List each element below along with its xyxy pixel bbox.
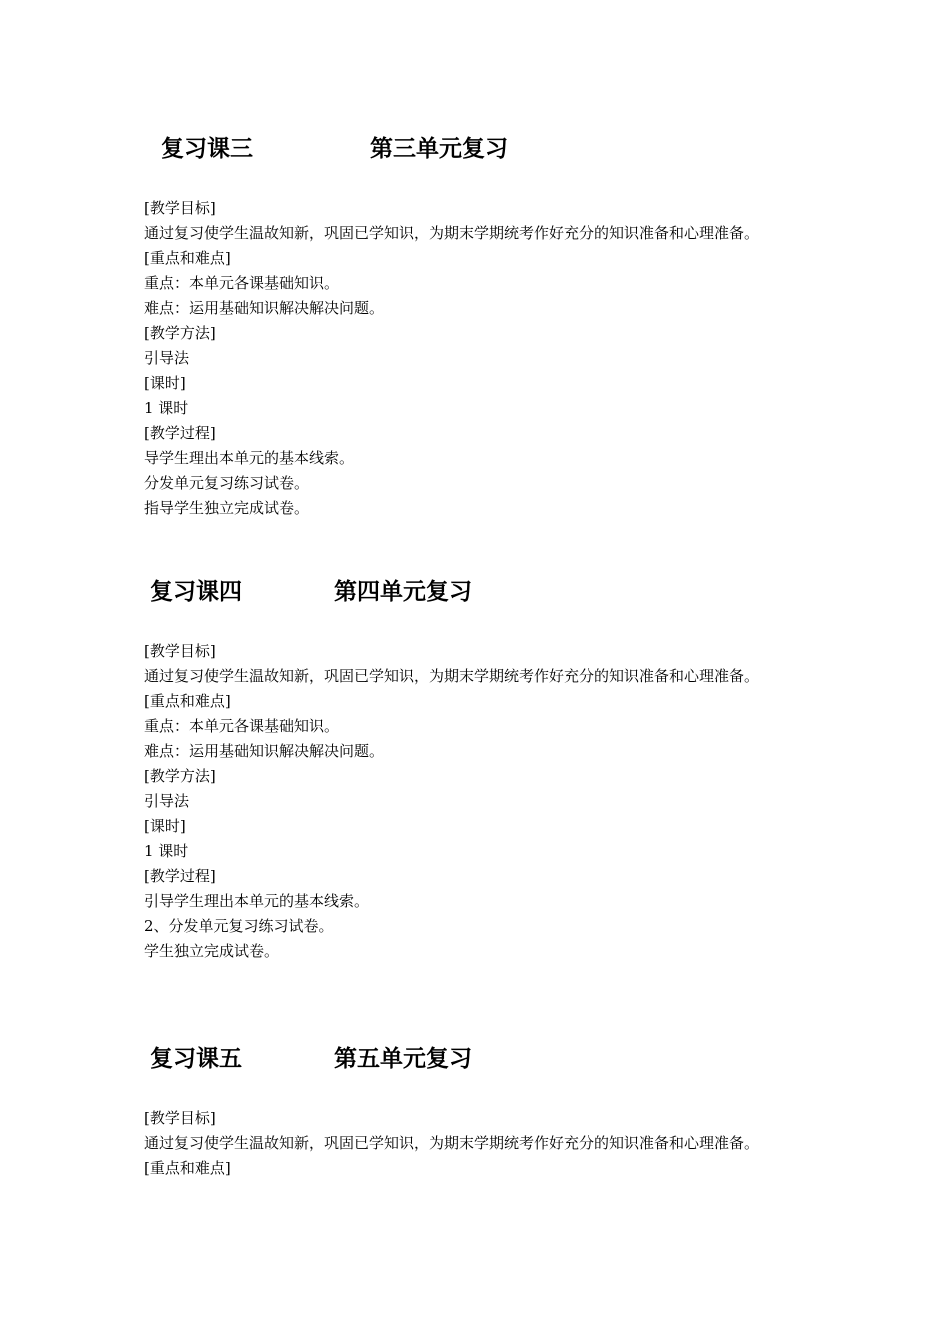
process-step-2: 分发单元复习练习试卷。 bbox=[144, 474, 310, 492]
heading-key-points: [重点和难点] bbox=[144, 1159, 231, 1177]
section-5-title bbox=[150, 1044, 472, 1074]
difficulty-text: 难点：运用基础知识解决解决问题。 bbox=[144, 742, 385, 760]
section-3-title bbox=[161, 134, 508, 164]
method-text: 引导法 bbox=[144, 792, 190, 810]
section-5-unit: 第五单元复习 bbox=[334, 1046, 472, 1072]
process-step-3: 学生独立完成试卷。 bbox=[144, 942, 280, 960]
periods-text: 1 课时 bbox=[144, 842, 189, 860]
method-text: 引导法 bbox=[144, 349, 190, 367]
heading-objectives: [教学目标] bbox=[144, 1109, 216, 1127]
periods-text: 1 课时 bbox=[144, 399, 189, 417]
heading-periods: [课时] bbox=[144, 374, 186, 392]
process-step-1: 引导学生理出本单元的基本线索。 bbox=[144, 892, 370, 910]
heading-process: [教学过程] bbox=[144, 424, 216, 442]
section-4-lesson: 复习课四 bbox=[150, 579, 242, 605]
heading-process: [教学过程] bbox=[144, 867, 216, 885]
key-point-text: 重点：本单元各课基础知识。 bbox=[144, 274, 340, 292]
section-4-unit: 第四单元复习 bbox=[334, 579, 472, 605]
objectives-text: 通过复习使学生温故知新，巩固已学知识，为期末学期统考作好充分的知识准备和心理准备。 bbox=[144, 224, 760, 242]
heading-method: [教学方法] bbox=[144, 324, 216, 342]
heading-objectives: [教学目标] bbox=[144, 199, 216, 217]
section-5-lesson: 复习课五 bbox=[150, 1046, 242, 1072]
section-5-body bbox=[144, 1106, 814, 1181]
heading-objectives: [教学目标] bbox=[144, 642, 216, 660]
objectives-text: 通过复习使学生温故知新，巩固已学知识，为期末学期统考作好充分的知识准备和心理准备。 bbox=[144, 1134, 760, 1152]
section-3-body bbox=[144, 196, 814, 521]
key-point-text: 重点：本单元各课基础知识。 bbox=[144, 717, 340, 735]
objectives-text: 通过复习使学生温故知新，巩固已学知识，为期末学期统考作好充分的知识准备和心理准备。 bbox=[144, 667, 760, 685]
section-3-lesson: 复习课三 bbox=[161, 136, 253, 162]
difficulty-text: 难点：运用基础知识解决解决问题。 bbox=[144, 299, 385, 317]
heading-method: [教学方法] bbox=[144, 767, 216, 785]
process-step-2: 2、分发单元复习练习试卷。 bbox=[144, 917, 334, 935]
heading-key-points: [重点和难点] bbox=[144, 249, 231, 267]
process-step-1: 导学生理出本单元的基本线索。 bbox=[144, 449, 355, 467]
section-4-title bbox=[150, 577, 472, 607]
heading-periods: [课时] bbox=[144, 817, 186, 835]
section-3-unit: 第三单元复习 bbox=[370, 136, 508, 162]
process-step-3: 指导学生独立完成试卷。 bbox=[144, 499, 310, 517]
section-4-body bbox=[144, 639, 814, 964]
heading-key-points: [重点和难点] bbox=[144, 692, 231, 710]
